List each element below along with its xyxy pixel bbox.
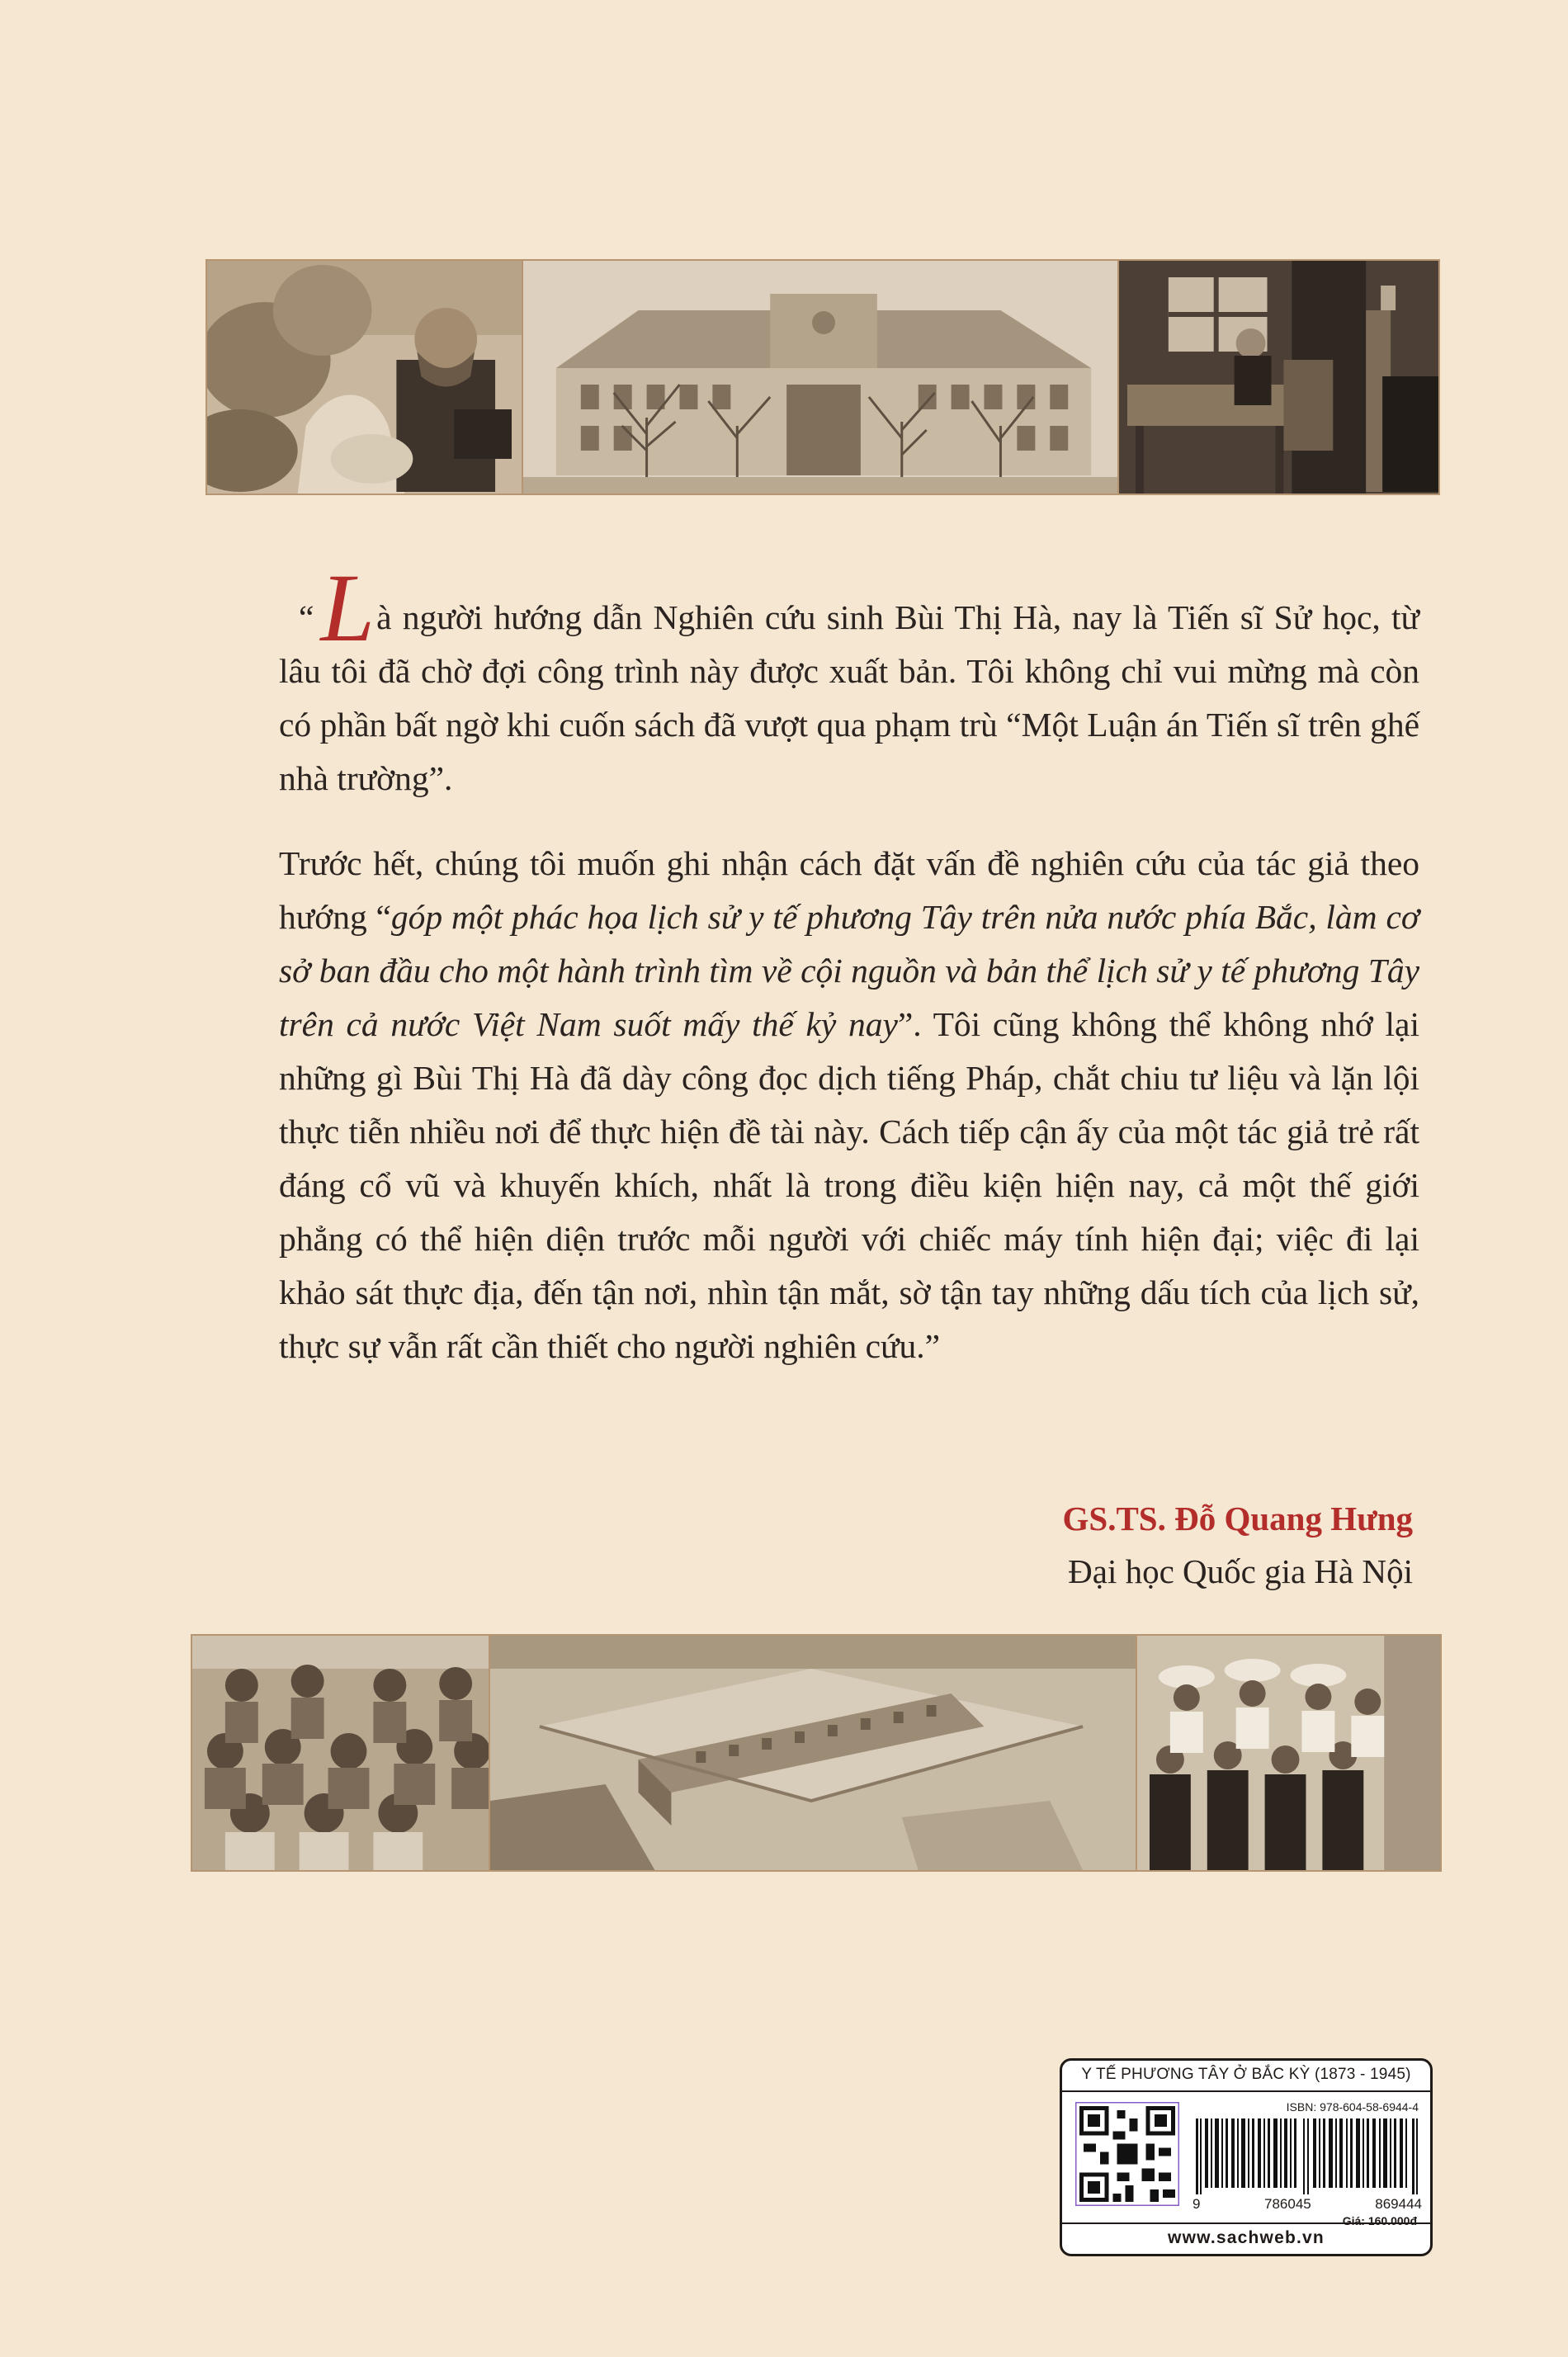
photo-nurses-group: [1137, 1636, 1440, 1870]
barcode-icon: [1193, 2118, 1422, 2194]
author-name: GS.TS. Đỗ Quang Hưng: [1062, 1500, 1413, 1537]
barcode-digits-left: 786045: [1264, 2196, 1311, 2212]
qr-code-icon: [1075, 2102, 1179, 2206]
quote-paragraph-2-italic: góp một phác họa lịch sử y tế phương Tây trên nửa nước phía Bắc, làm cơ sở ban đầu cho một hành trình tìm về cội nguồn và bản thể lịch sử y tế phương Tây trên cả nước Việt Nam suốt mấy thế kỷ nay: [279, 898, 1420, 1043]
quote-paragraph-1: [279, 554, 1419, 805]
open-quote-mark: “: [299, 598, 314, 636]
quote-block: [279, 554, 1420, 1373]
photo-group-of-people: [192, 1636, 489, 1870]
quote-paragraph-2-start: Trước hết, chúng tôi muốn ghi nhận cách đặt vấn đề nghiên cứu của tác giả theo hướng “: [279, 844, 1419, 936]
price-label: Giá: 160.000đ: [1342, 2214, 1417, 2227]
quote-paragraph-2: [279, 837, 1419, 1373]
photo-colonial-building: [522, 261, 1119, 494]
isbn-number: ISBN: 978-604-58-6944-4: [1286, 2100, 1419, 2114]
photo-aerial-hospital: [489, 1636, 1137, 1870]
book-title: Y TẾ PHƯƠNG TÂY Ở BẮC KỲ (1873 - 1945): [1081, 2066, 1411, 2083]
bottom-photo-strip: [191, 1634, 1442, 1872]
signature-block: [1063, 1492, 1414, 1598]
barcode-digit-lead: 9: [1193, 2196, 1201, 2212]
barcode-divider: [1062, 2090, 1430, 2092]
dropcap-letter: L: [320, 554, 375, 662]
barcode-digits: [1193, 2196, 1422, 2213]
quote-paragraph-2-rest: ”. Tôi cũng không thể không nhớ lại những gì Bùi Thị Hà đã dày công đọc dịch tiếng Pháp, chắt chiu tư liệu và lặn lội thực tiễn nhiều nơi để thực hiện đề tài này. Cách tiếp cận ấy của một tác giả trẻ rất đáng cổ vũ và khuyến khích, nhất là trong điều kiện hiện nay, cả một thế giới phẳng có thể hiện diện trước mỗi người với chiếc máy tính hiện đại; việc đi lại khảo sát thực địa, đến tận nơi, nhìn tận mắt, sờ tận tay những dấu tích của lịch sử, thực sự vẫn rất cần thiết cho người nghiên cứu.”: [279, 1005, 1419, 1365]
website-label: www.sachweb.vn: [1062, 2222, 1430, 2254]
photo-man-at-desk: [1119, 261, 1438, 494]
barcode-box: [1060, 2058, 1433, 2256]
barcode-digits-right: 869444: [1375, 2196, 1422, 2212]
author-affiliation: Đại học Quốc gia Hà Nội: [1068, 1552, 1413, 1590]
top-photo-strip: [205, 259, 1440, 495]
photo-man-in-garden: [207, 261, 522, 494]
quote-paragraph-1-text: à người hướng dẫn Nghiên cứu sinh Bùi Thị Hà, nay là Tiến sĩ Sử học, từ lâu tôi đã chờ đợi công trình này được xuất bản. Tôi không chỉ vui mừng mà còn có phần bất ngờ khi cuốn sách đã vượt qua phạm trù “Một Luận án Tiến sĩ trên ghế nhà trường”.: [279, 598, 1419, 797]
